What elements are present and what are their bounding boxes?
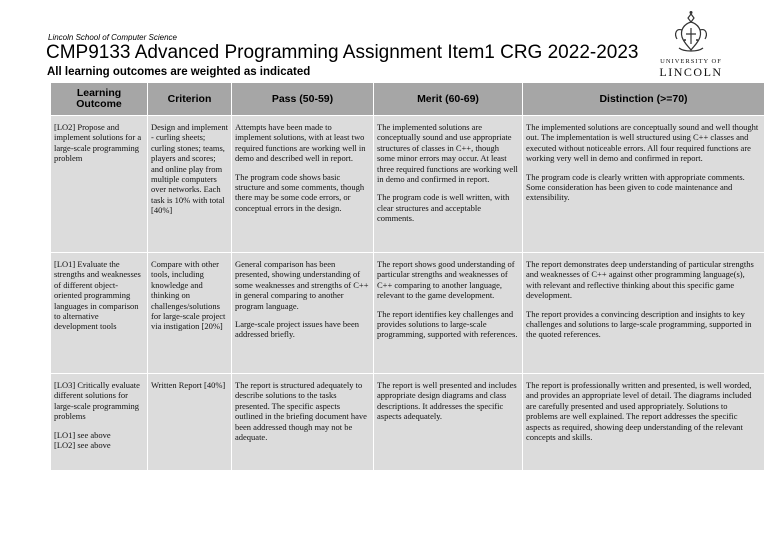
cell-text: The program code shows basic structure and some comments, though there may be some code errors, or conceptual errors in the design. xyxy=(235,171,365,213)
criteria-reference-grid xyxy=(50,82,765,471)
cell-text: The report is well presented and includes appropriate design diagrams and class descriptions. It addresses the specific aspects adequately. xyxy=(377,380,517,422)
cell-text: Compare with other tools, including knowledge and thinking on challenges/solutions for large-scale project via instigation [20%] xyxy=(151,259,226,332)
logo-text-line2: LINCOLN xyxy=(659,65,723,79)
cell-text: Design and implement - curling sheets; curling stones; teams, players and scores; and online play from multiple computers over networks. Each task is 10% with total [40%] xyxy=(151,122,228,216)
cell-criterion xyxy=(148,253,232,374)
header-distinction: Distinction (>=70) xyxy=(523,83,765,116)
cell-text: Large-scale project issues have been addressed briefly. xyxy=(235,319,359,340)
cell-text: [LO1] see above [LO2] see above xyxy=(54,429,111,451)
cell-merit xyxy=(374,374,523,471)
cell-text: The implemented solutions are conceptually sound and well thought out. The implementation is well structured using C++ classes and executed without noticeable errors. All four required functions are working very well in demo and confirmed in report. xyxy=(526,122,759,164)
cell-outcome xyxy=(51,116,148,253)
cell-text: The report is structured adequately to describe solutions to the tasks presented. The specific aspects outlined in the briefing document have been addressed though may not be adequate. xyxy=(235,380,367,443)
cell-outcome xyxy=(51,374,148,471)
cell-merit xyxy=(374,253,523,374)
header-learning-outcome: Learning Outcome xyxy=(51,83,148,116)
cell-text: The report provides a convincing description and insights to key challenges and solutions to large-scale programming, supported in the quoted references. xyxy=(526,308,752,340)
cell-text: Written Report [40%] xyxy=(151,380,226,390)
cell-pass xyxy=(232,116,374,253)
cell-text: General comparison has been presented, showing understanding of some weaknesses and strengths of C++ in general comparing to another program language. xyxy=(235,259,369,311)
cell-pass xyxy=(232,253,374,374)
cell-text: The report is professionally written and presented, is well worded, and provides an appropriate level of detail. The diagrams included are carefully presented and used appropriately. Solutions to problems are well explained. The report addresses the specific aspects as required, showing deep understanding of the relevant concepts and skills. xyxy=(526,380,752,443)
cell-merit xyxy=(374,116,523,253)
cell-criterion xyxy=(148,374,232,471)
cell-text: Attempts have been made to implement solutions, with at least two required functions are working well in demo and described well in report. xyxy=(235,122,366,164)
cell-text: [LO3] Critically evaluate different solutions for large-scale programming problems xyxy=(54,380,140,422)
page-title: CMP9133 Advanced Programming Assignment Item1 CRG 2022-2023 xyxy=(46,42,639,63)
cell-text: [LO2] Propose and implement solutions for a large-scale programming problem xyxy=(54,122,142,164)
logo-text-line1: UNIVERSITY OF xyxy=(660,58,722,65)
cell-text: The implemented solutions are conceptually sound and use appropriate structures of classes in C++, though some minor errors may occur. At least three required functions are working well in demo and confirmed in report. xyxy=(377,122,518,185)
table-row xyxy=(51,116,765,253)
cell-distinction xyxy=(523,116,765,253)
cell-pass xyxy=(232,374,374,471)
table-row xyxy=(51,374,765,471)
university-crest-icon xyxy=(670,10,712,56)
cell-text: The report demonstrates deep understanding of particular strengths and weaknesses of C++ against other programming language(s), with relevant and reflective thinking about this specific game development. xyxy=(526,259,754,301)
cell-distinction xyxy=(523,253,765,374)
cell-text: The report shows good understanding of particular strengths and weaknesses of C++ comparing to another language, relevant to the game development. xyxy=(377,259,515,301)
header-criterion: Criterion xyxy=(148,83,232,116)
cell-distinction xyxy=(523,374,765,471)
university-logo xyxy=(656,10,726,80)
table-header-row xyxy=(51,83,765,116)
cell-text: The report identifies key challenges and provides solutions to large-scale programming, supported with references. xyxy=(377,308,518,340)
school-name: Lincoln School of Computer Science xyxy=(48,33,177,42)
cell-text: The program code is clearly written with appropriate comments. Some consideration has been given to code maintenance and extensibility. xyxy=(526,171,745,203)
cell-criterion xyxy=(148,116,232,253)
table-row xyxy=(51,253,765,374)
cell-outcome xyxy=(51,253,148,374)
page-subtitle: All learning outcomes are weighted as indicated xyxy=(47,66,311,78)
cell-text: [LO1] Evaluate the strengths and weaknesses of different object-oriented programming languages in comparison to alternative development tools xyxy=(54,259,141,332)
header-pass: Pass (50-59) xyxy=(232,83,374,116)
header-merit: Merit (60-69) xyxy=(374,83,523,116)
cell-text: The program code is well written, with clear structures and acceptable comments. xyxy=(377,192,510,224)
